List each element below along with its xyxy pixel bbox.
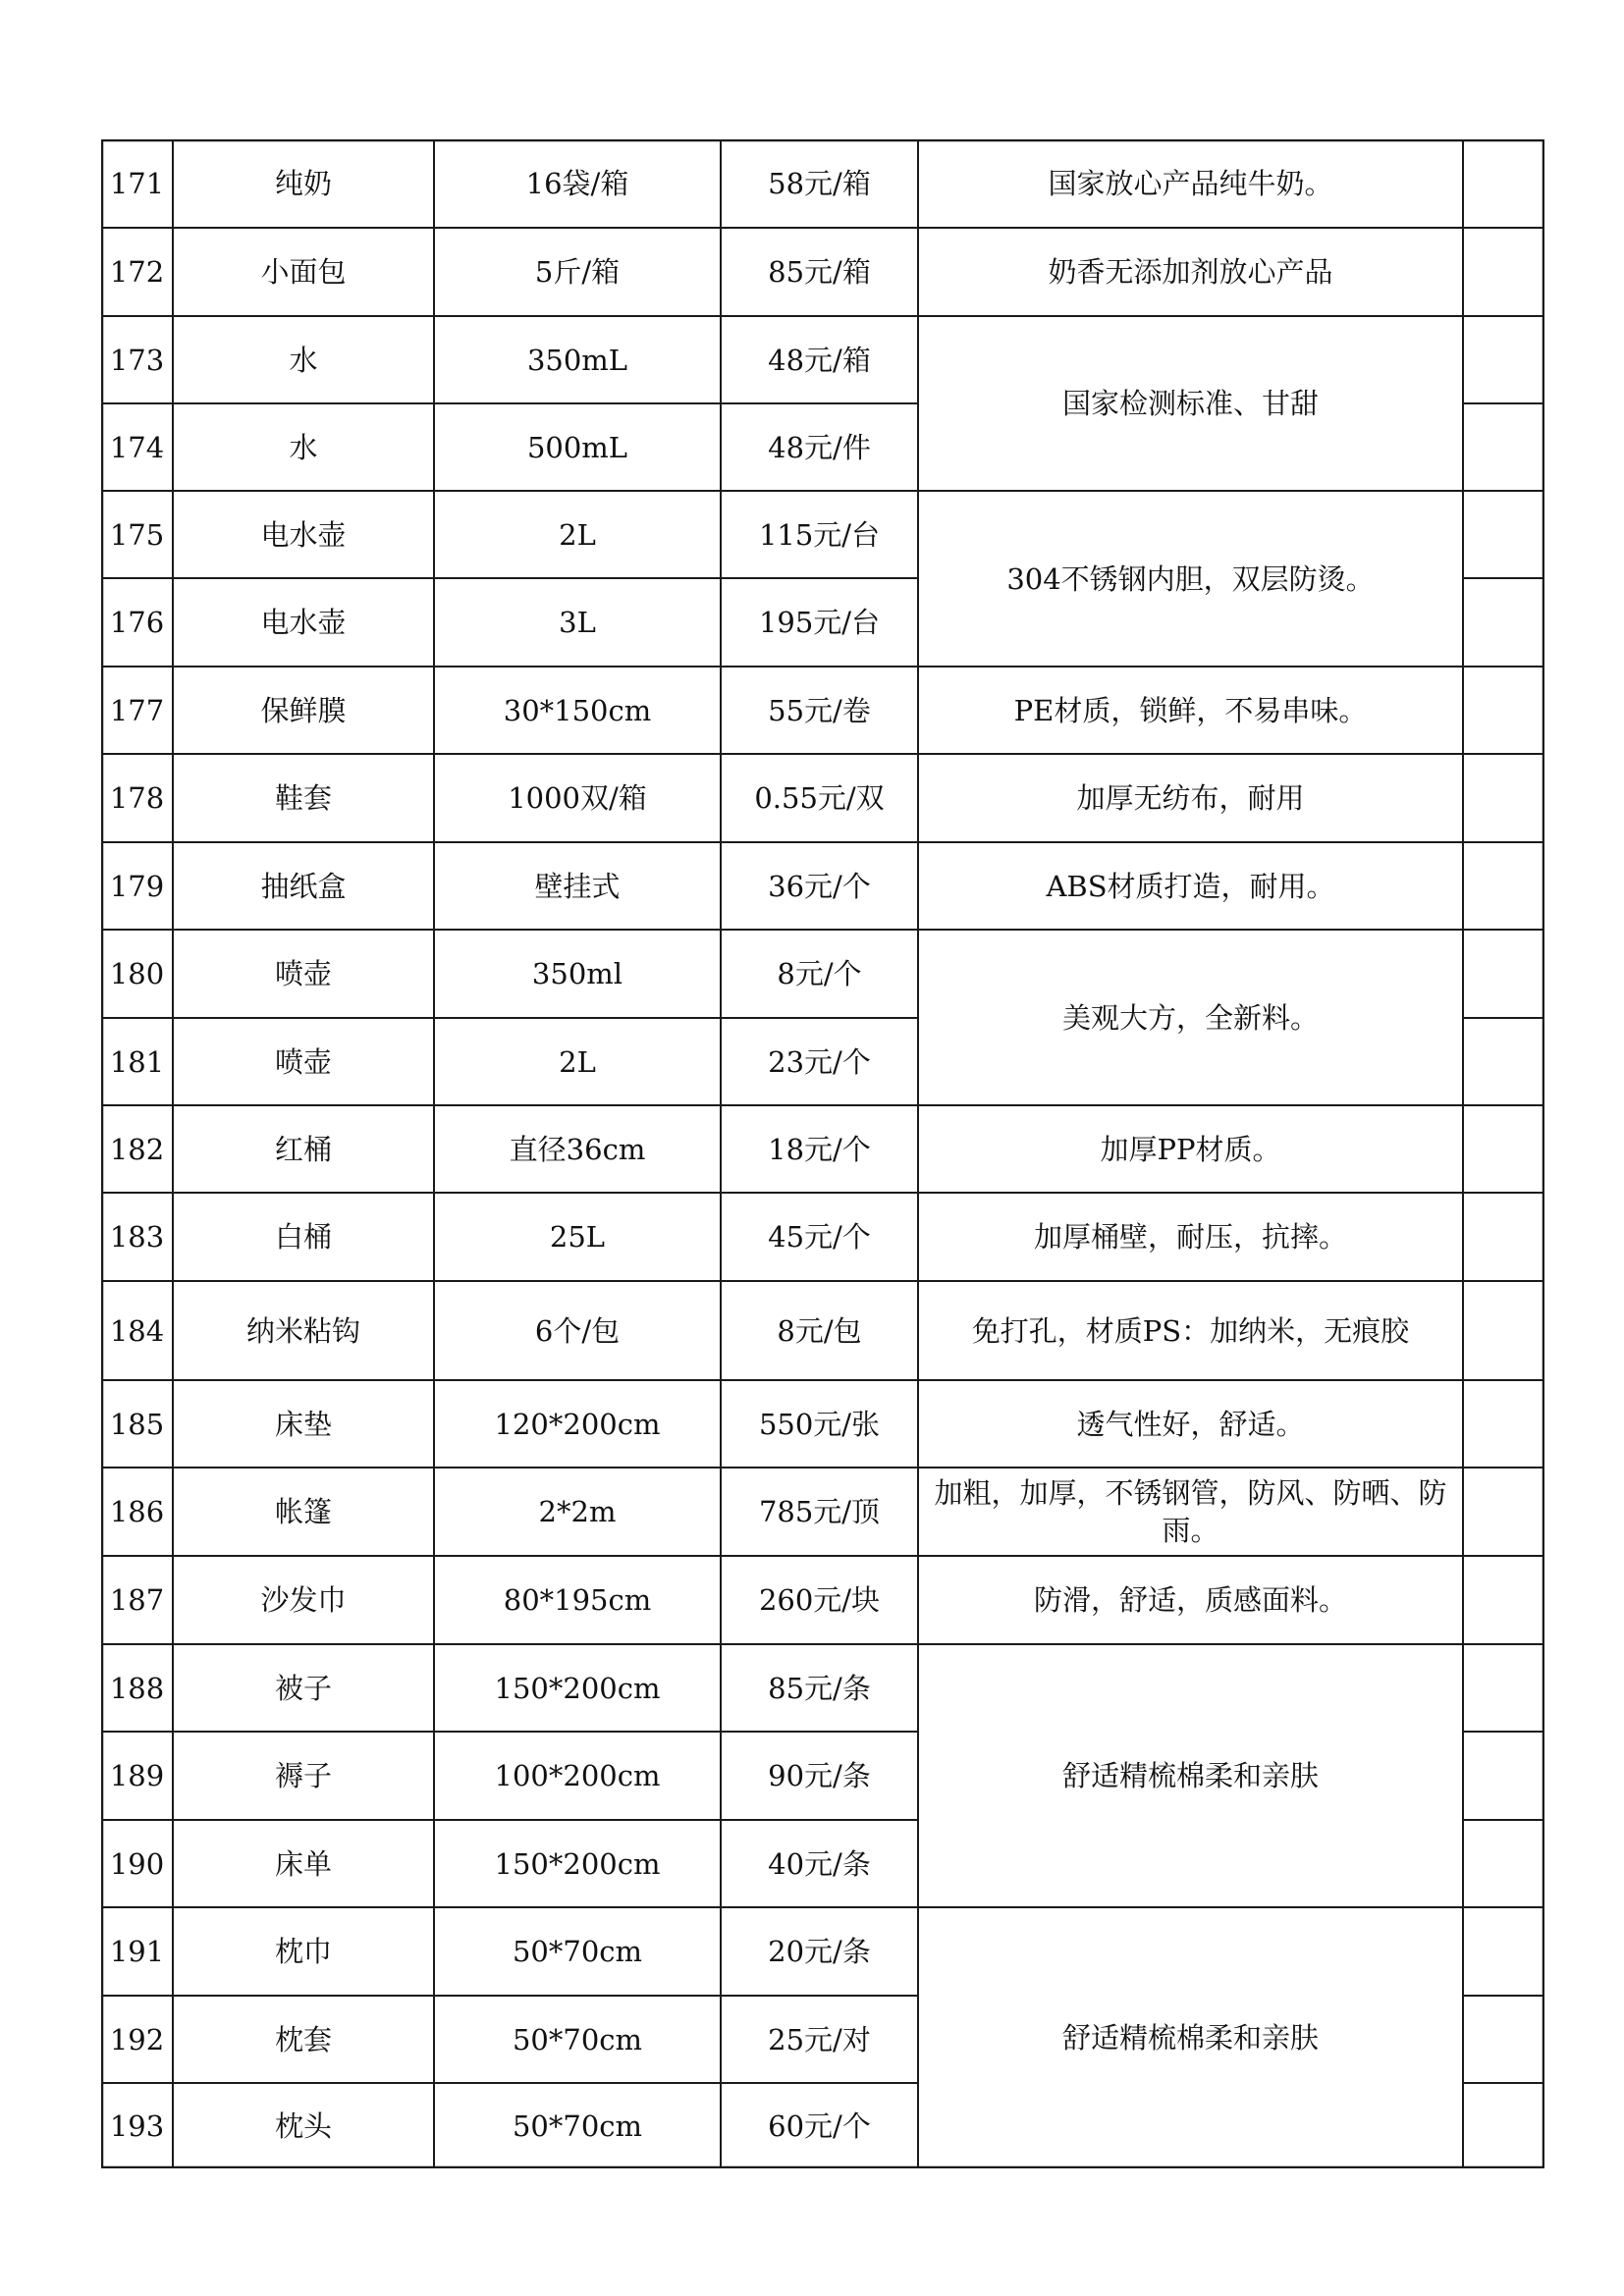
product-spec: 2*2m [538, 1495, 617, 1528]
product-name: 电水壶 [260, 606, 347, 639]
product-spec: 100*200cm [494, 1759, 661, 1792]
product-name: 小面包 [260, 255, 347, 289]
product-spec: 直径36cm [509, 1132, 646, 1166]
product-spec: 1000双/箱 [508, 781, 647, 815]
product-description: 加厚桶壁，耐压，抗摔。 [1033, 1220, 1347, 1254]
product-price: 45元/个 [768, 1220, 871, 1254]
row-number: 185 [109, 1407, 165, 1441]
row-number: 171 [109, 167, 165, 200]
row-number: 184 [109, 1313, 165, 1348]
product-description: 奶香无添加剂放心产品 [1048, 255, 1333, 289]
price-table [101, 139, 1544, 2168]
product-description: 加厚无纺布，耐用 [1076, 781, 1305, 815]
product-name: 电水壶 [260, 517, 347, 552]
row-number: 176 [109, 606, 165, 639]
product-name: 鞋套 [274, 781, 332, 815]
product-name: 红桶 [274, 1132, 332, 1166]
product-name: 帐篷 [274, 1495, 332, 1528]
row-number: 187 [109, 1583, 165, 1617]
product-price: 550元/张 [758, 1407, 881, 1441]
product-name: 枕头 [274, 2109, 332, 2143]
product-price: 260元/块 [758, 1583, 881, 1617]
product-price: 0.55元/双 [754, 781, 885, 815]
product-description: 防滑，舒适，质感面料。 [1033, 1583, 1347, 1617]
row-number: 172 [109, 255, 165, 289]
product-spec: 2L [559, 517, 596, 552]
product-spec: 150*200cm [494, 1846, 661, 1881]
product-spec: 120*200cm [494, 1407, 661, 1441]
product-description: 304不锈钢内胆，双层防烫。 [1006, 561, 1375, 596]
product-name: 保鲜膜 [260, 693, 347, 727]
row-number: 178 [109, 781, 165, 815]
product-spec: 16袋/箱 [525, 167, 629, 200]
table-cells [101, 139, 1544, 2168]
product-spec: 2L [559, 1044, 596, 1079]
product-price: 60元/个 [768, 2109, 871, 2143]
product-description: 美观大方，全新料。 [1061, 1000, 1319, 1035]
product-description: 免打孔，材质PS：加纳米，无痕胶 [971, 1313, 1410, 1348]
product-name: 床垫 [274, 1407, 332, 1441]
product-name: 水 [289, 430, 318, 464]
product-price: 58元/箱 [768, 167, 871, 200]
product-description: 透气性好，舒适。 [1076, 1407, 1305, 1441]
product-spec: 50*70cm [512, 2022, 643, 2056]
product-spec: 500mL [526, 430, 628, 464]
product-name: 枕巾 [274, 1935, 332, 1968]
product-spec: 6个/包 [534, 1313, 621, 1348]
product-description: 舒适精梳棉柔和亲肤 [1061, 2021, 1319, 2055]
product-description: 加厚PP材质。 [1100, 1132, 1281, 1166]
product-price: 55元/卷 [768, 693, 871, 727]
product-name: 喷壶 [274, 1044, 332, 1079]
row-number: 183 [109, 1220, 165, 1254]
product-price: 85元/条 [768, 1671, 871, 1705]
product-spec: 350ml [531, 957, 623, 990]
row-number: 177 [109, 693, 165, 727]
product-price: 20元/条 [768, 1935, 871, 1968]
product-name: 床单 [274, 1846, 332, 1881]
product-name: 褥子 [274, 1759, 332, 1792]
row-number: 191 [109, 1935, 165, 1968]
product-name: 沙发巾 [260, 1583, 347, 1617]
row-number: 188 [109, 1671, 165, 1705]
product-price: 85元/箱 [768, 255, 871, 289]
product-price: 785元/顶 [758, 1495, 881, 1528]
product-name: 枕套 [274, 2022, 332, 2056]
product-name: 纯奶 [274, 167, 332, 200]
row-number: 173 [109, 343, 165, 377]
product-price: 36元/个 [768, 869, 871, 903]
product-description: 舒适精梳棉柔和亲肤 [1061, 1759, 1319, 1792]
row-number: 186 [109, 1495, 165, 1528]
product-price: 18元/个 [768, 1132, 871, 1166]
product-price: 115元/台 [758, 517, 881, 552]
product-price: 25元/对 [768, 2022, 871, 2056]
product-name: 白桶 [274, 1220, 332, 1254]
product-spec: 3L [559, 606, 596, 639]
product-spec: 50*70cm [512, 2109, 643, 2143]
row-number: 179 [109, 869, 165, 903]
row-number: 181 [109, 1044, 165, 1079]
product-spec: 350mL [526, 343, 628, 377]
product-spec: 150*200cm [494, 1671, 661, 1705]
row-number: 193 [109, 2109, 165, 2143]
row-number: 189 [109, 1759, 165, 1792]
product-spec: 80*195cm [503, 1583, 652, 1617]
product-name: 被子 [274, 1671, 332, 1705]
product-price: 8元/个 [777, 957, 862, 990]
product-price: 195元/台 [758, 606, 881, 639]
row-number: 175 [109, 517, 165, 552]
product-price: 40元/条 [768, 1846, 871, 1881]
product-name: 纳米粘钩 [245, 1313, 360, 1348]
product-spec: 50*70cm [512, 1935, 643, 1968]
product-spec: 25L [549, 1220, 606, 1254]
row-number: 192 [109, 2022, 165, 2056]
product-name: 抽纸盒 [260, 869, 347, 903]
product-spec: 5斤/箱 [534, 255, 621, 289]
product-spec: 壁挂式 [534, 869, 621, 903]
product-name: 水 [289, 343, 318, 377]
product-price: 48元/件 [768, 430, 871, 464]
product-price: 8元/包 [777, 1313, 862, 1348]
product-description: 加粗，加厚，不锈钢管，防风、防晒、防雨。 [934, 1476, 1447, 1547]
row-number: 190 [109, 1846, 165, 1881]
product-description: 国家放心产品纯牛奶。 [1048, 167, 1333, 200]
product-price: 23元/个 [768, 1044, 871, 1079]
row-number: 182 [109, 1132, 165, 1166]
product-name: 喷壶 [274, 957, 332, 990]
product-description: 国家检测标准、甘甜 [1061, 387, 1319, 420]
product-price: 48元/箱 [768, 343, 871, 377]
row-number: 174 [109, 430, 165, 464]
row-number: 180 [109, 957, 165, 990]
product-price: 90元/条 [768, 1759, 871, 1792]
product-description: ABS材质打造，耐用。 [1046, 869, 1335, 903]
product-spec: 30*150cm [503, 693, 652, 727]
product-description: PE材质，锁鲜，不易串味。 [1013, 693, 1368, 727]
